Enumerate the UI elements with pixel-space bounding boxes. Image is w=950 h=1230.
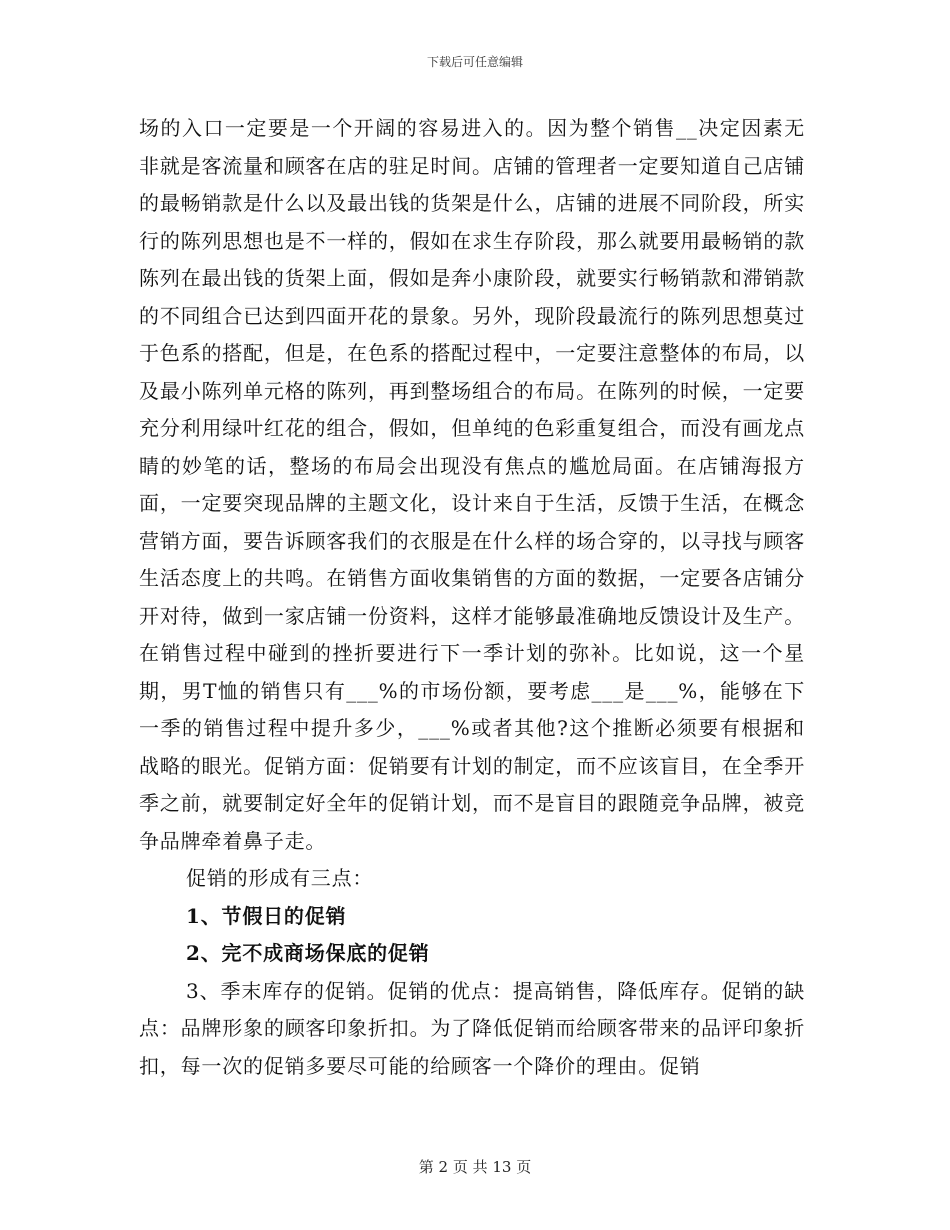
page-footer: 第 2 页 共 13 页 [418,1158,532,1176]
page-header: 下载后可任意编辑 [426,55,523,69]
body-paragraph-3: 3、季末库存的促销。促销的优点：提高销售，降低库存。促销的缺点：品牌形象的顾客印象折扣。为了降低促销而给顾客带来的品评印象折扣，每一次的促销多要尽可能的给顾客一个降价的理由。促销 [139,978,805,1078]
body-paragraph-1: 场的入口一定要是一个开阔的容易进入的。因为整个销售__决定因素无非就是客流量和顾客在店的驻足时间。店铺的管理者一定要知道自己店铺的最畅销款是什么以及最出钱的货架是什么，店铺的进展不同阶段，所实行的陈列思想也是不一样的，假如在求生存阶段，那么就要用最畅销的款陈列在最出钱的货架上面，假如是奔小康阶段，就要实行畅销款和滞销款的不同组合已达到四面开花的景象。另外，现阶段最流行的陈列思想莫过于色系的搭配，但是，在色系的搭配过程中，一定要注意整体的布局，以及最小陈列单元格的陈列，再到整场组合的布局。在陈列的时候，一定要充分利用绿叶红花的组合，假如，但单纯的色彩重复组合，而没有画龙点睛的妙笔的话，整场的布局会出现没有焦点的尴尬局面。在店铺海报方面，一定要突现品牌的主题文化，设计来自于生活，反馈于生活，在概念营销方面，要告诉顾客我们的衣服是在什么样的场合穿的，以寻找与顾客生活态度上的共鸣。在销售方面收集销售的方面的数据，一定要各店铺分开对待，做到一家店铺一份资料，这样才能够最准确地反馈设计及生产。在销售过程中碰到的挫折要进行下一季计划的弥补。比如说，这一个星期，男T恤的销售只有___%的市场份额，要考虑___是___%，能够在下一季的销售过程中提升多少，___%或者其他?这个推断必须要有根据和战略的眼光。促销方面：促销要有计划的制定，而不应该盲目，在全季开季之前，就要制定好全年的促销计划，而不是盲目的跟随竞争品牌，被竞争品牌牵着鼻子走。 [139,116,805,853]
list-item-1: 1、节假日的促销 [186,903,347,928]
body-paragraph-2: 促销的形成有三点： [186,866,374,890]
list-item-2: 2、完不成商场保底的促销 [186,941,430,965]
document-body [139,110,805,1085]
